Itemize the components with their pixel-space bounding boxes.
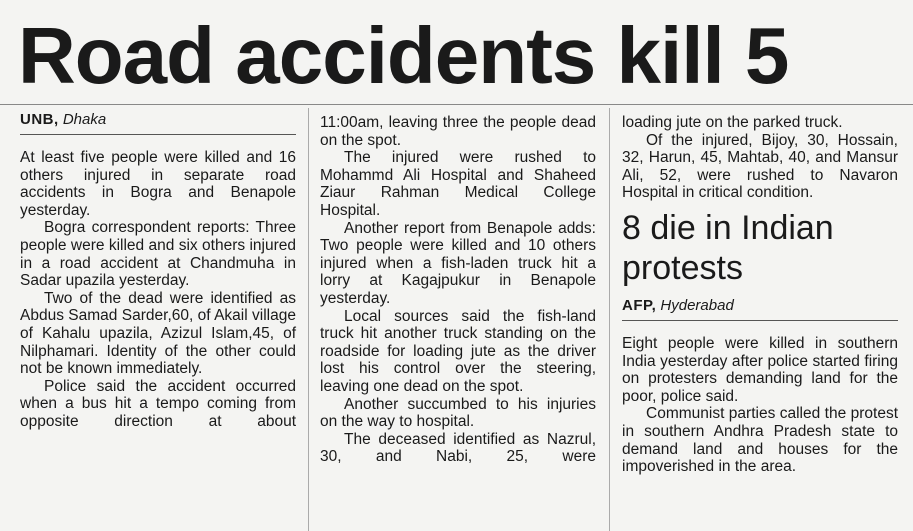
byline-city: Dhaka: [62, 111, 107, 128]
column-2: [320, 114, 596, 466]
column-1: [20, 110, 296, 431]
paragraph: 11:00am, leaving three the people dead on the spot.: [320, 114, 596, 149]
paragraph: Another report from Benapole adds: Two people were killed and 10 others injured when a fish-laden truck hit a lorry at Kagajpukur in Benapole yesterday.: [320, 219, 596, 307]
paragraph: Eight people were killed in southern India yesterday after police started firing on protesters demanding land for the poor, police said.: [622, 334, 898, 405]
paragraph: Another succumbed to his injuries on the way to hospital.: [320, 395, 596, 431]
column-divider: [308, 108, 309, 531]
headline: Road accidents kill 5: [18, 11, 789, 100]
byline: [20, 110, 296, 130]
paragraph: The deceased identified as Nazrul, 30, and Nabi, 25, were: [320, 430, 596, 466]
column-3: [622, 114, 898, 476]
paragraph: Police said the accident occurred when a bus hit a tempo coming from opposite direction at about: [20, 377, 296, 430]
paragraph: Of the injured, Bijoy, 30, Hossain, 32, Harun, 45, Mahtab, 40, and Mansur Ali, 52, were rushed to Navaron Hospital in critical condition.: [622, 131, 898, 202]
sub-headline: 8 die in Indian protests: [622, 208, 834, 287]
paragraph: Communist parties called the protest in southern Andhra Pradesh state to demand land and houses for the impoverished in the area.: [622, 405, 898, 476]
byline-rule: [622, 320, 898, 321]
paragraph: Local sources said the fish-land truck hit another truck standing on the roadside for loading jute as the driver lost his control over the steering, leaving one dead on the spot.: [320, 307, 596, 395]
headline-rule: [0, 104, 913, 105]
paragraph: Bogra correspondent reports: Three people were killed and six others injured in a road accident at Chandmuha in Sadar upazila yesterday.: [20, 219, 296, 290]
byline-rule: [20, 134, 296, 135]
byline-city: Hyderabad: [660, 296, 734, 314]
byline: [622, 296, 898, 316]
paragraph: loading jute on the parked truck.: [622, 114, 843, 131]
column-divider: [609, 108, 610, 531]
paragraph: At least five people were killed and 16 others injured in separate road accidents in Bogra and Benapole yesterday.: [20, 149, 296, 219]
byline-agency: UNB,: [20, 111, 59, 128]
paragraph: Two of the dead were identified as Abdus Samad Sarder,60, of Akail village of Kahalu upazila, Azizul Islam,45, of Nilphamari. Identity of the other could not be known immediately.: [20, 289, 296, 378]
paragraph: The injured were rushed to Mohammd Ali Hospital and Shaheed Ziaur Rahman Medical College Hospital.: [320, 149, 596, 219]
byline-agency: AFP,: [622, 296, 657, 314]
